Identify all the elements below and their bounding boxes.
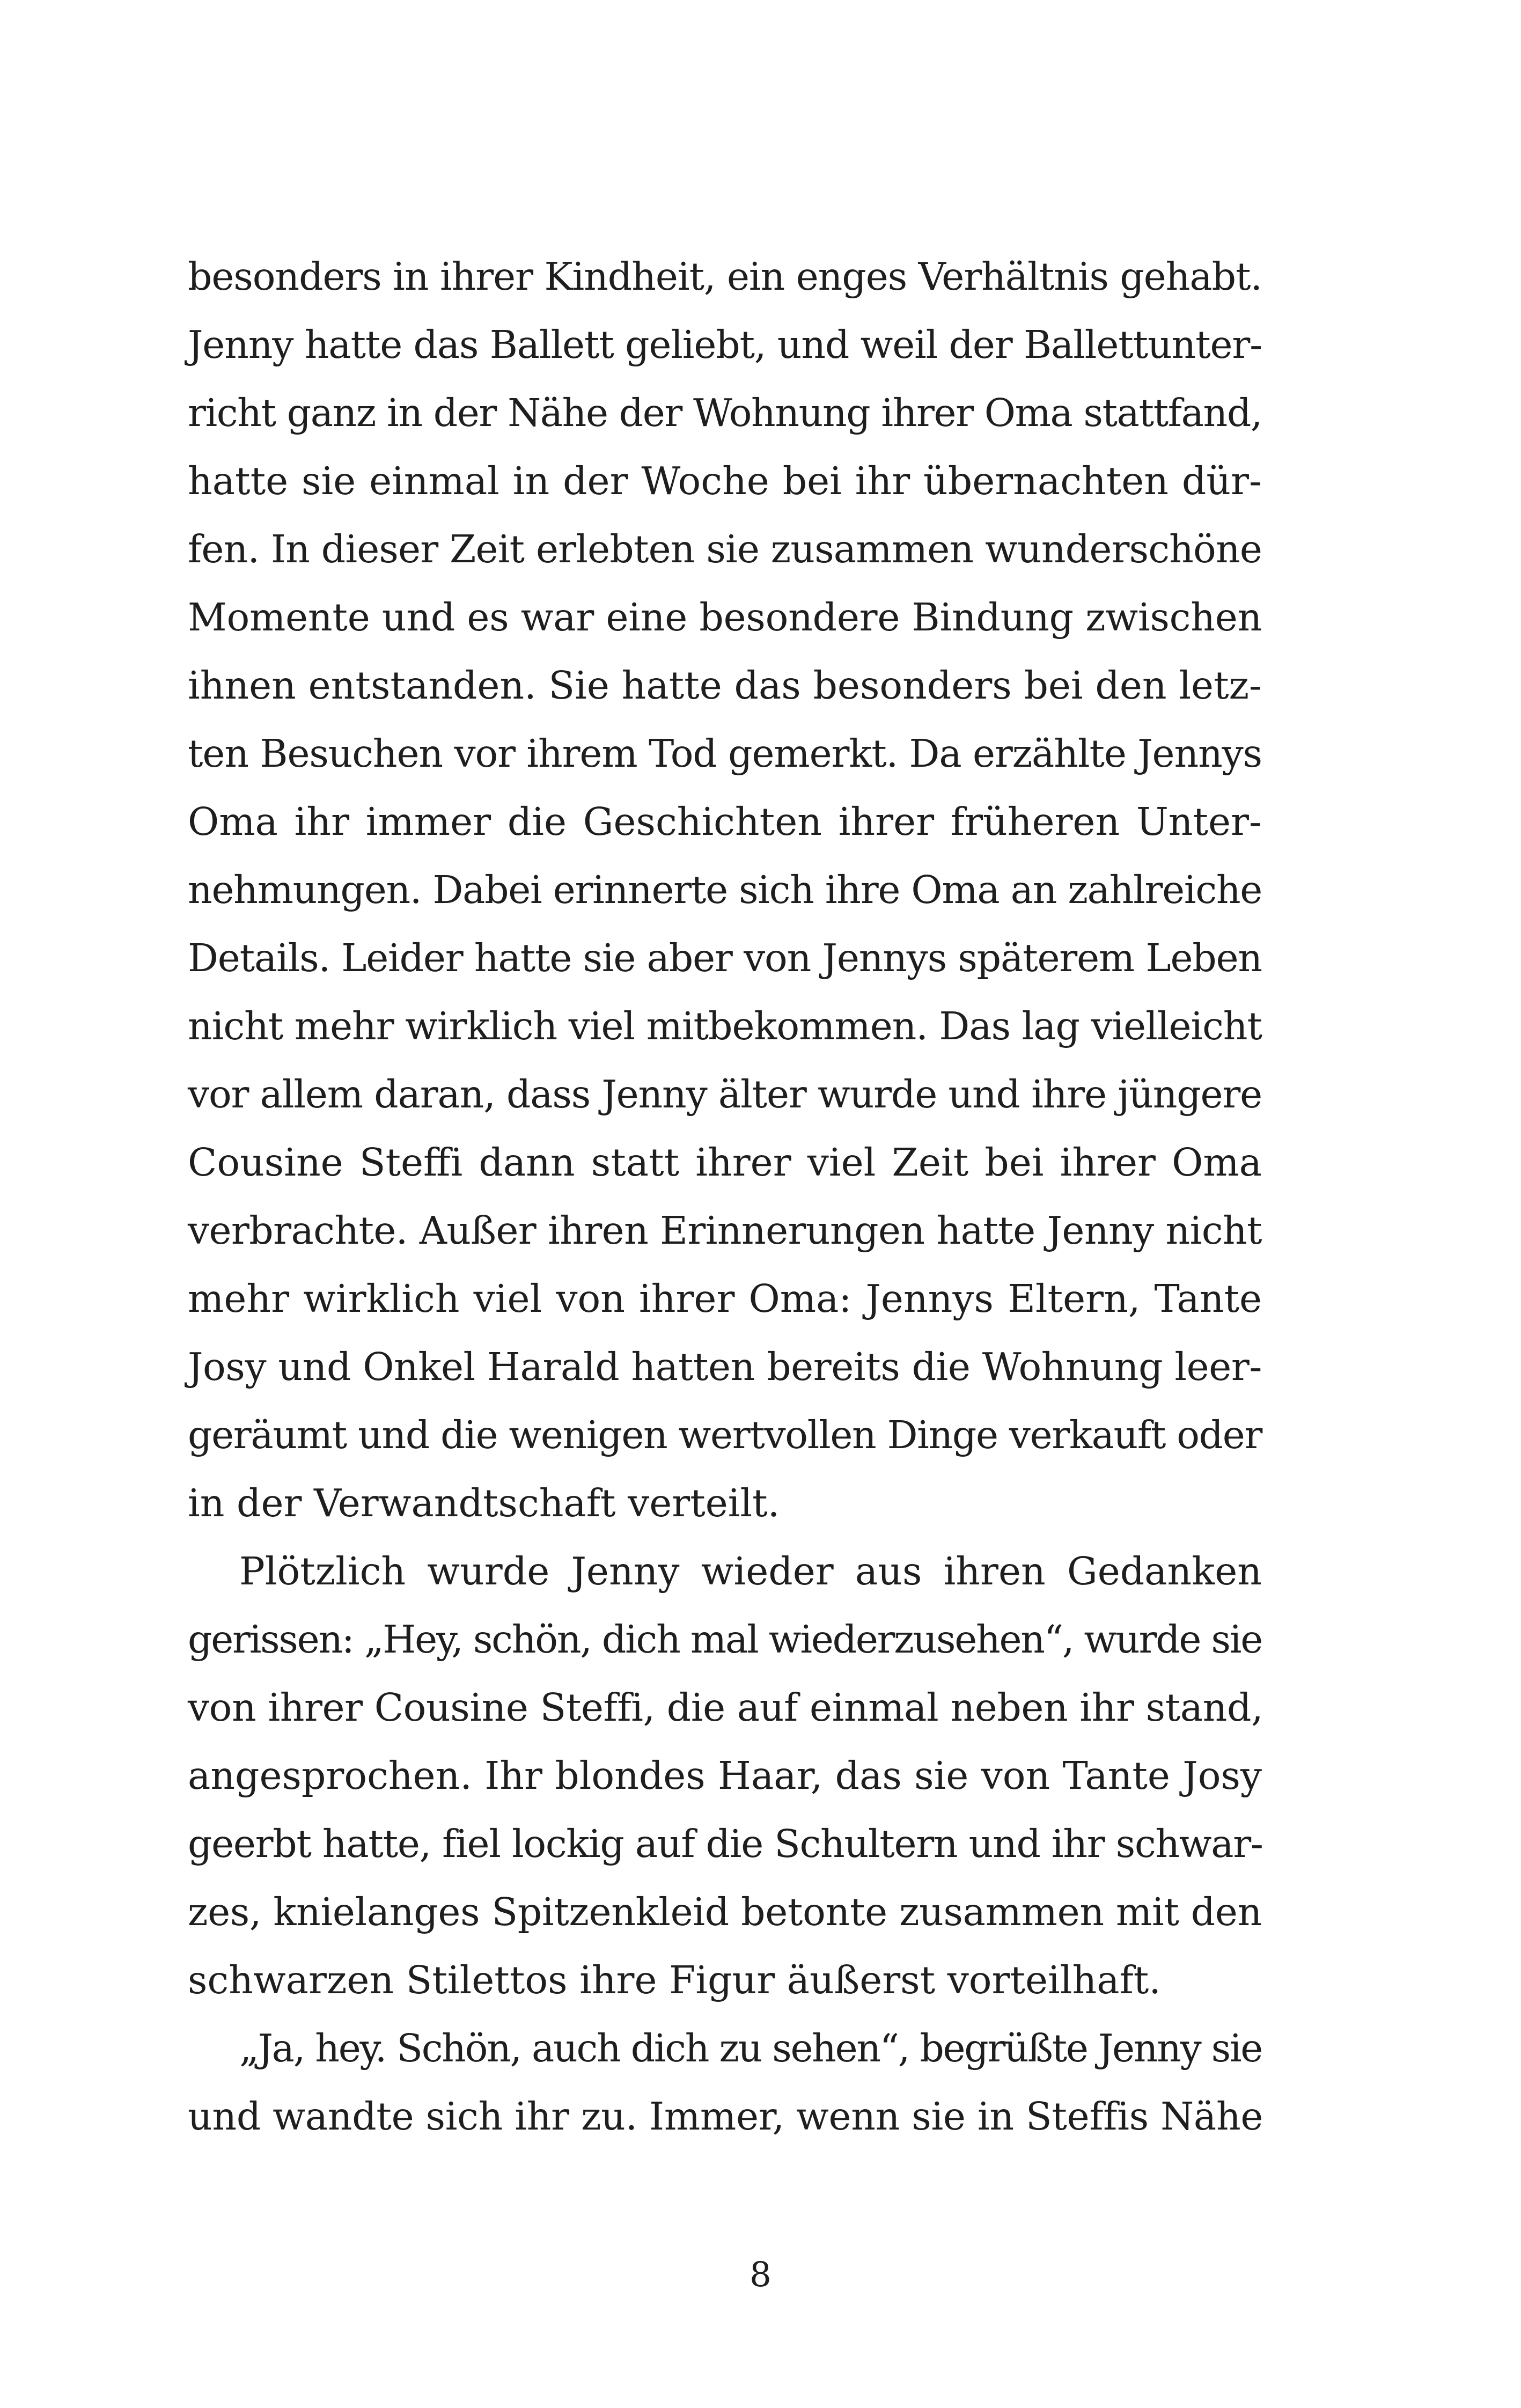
text-line: Details. Leider hatte sie aber von Jennys späterem Leben [188, 936, 1262, 980]
text-line: geerbt hatte, fiel lockig auf die Schultern und ihr schwar- [188, 1822, 1263, 1866]
text-line: Oma ihr immer die Geschichten ihrer früheren Unter- [188, 799, 1262, 844]
text-line: angesprochen. Ihr blondes Haar, das sie von Tante Josy [188, 1753, 1262, 1798]
text-line: Cousine Steffi dann statt ihrer viel Zeit bei ihrer Oma [188, 1140, 1262, 1185]
page-number: 8 [750, 2255, 771, 2295]
paragraph-end-line: in der Verwandtschaft verteilt. [188, 1481, 780, 1525]
text-line: vor allem daran, dass Jenny älter wurde und ihre jüngere [188, 1072, 1262, 1117]
text-line: besonders in ihrer Kindheit, ein enges Verhältnis gehabt. [188, 254, 1262, 299]
text-line: und wandte sich ihr zu. Immer, wenn sie in Steffis Nähe [188, 2094, 1263, 2139]
text-line: Jenny hatte das Ballett geliebt, und weil der Ballettunter- [188, 322, 1262, 367]
text-line: Josy und Onkel Harald hatten bereits die Wohnung leer- [188, 1345, 1262, 1389]
text-line: hatte sie einmal in der Woche bei ihr übernachten dür- [188, 459, 1262, 503]
text-line: Momente und es war eine besondere Bindung zwischen [188, 595, 1262, 640]
paragraph-start-line: „Ja, hey. Schön, auch dich zu sehen“, begrüßte Jenny sie [239, 2026, 1262, 2071]
text-line: gerissen: „Hey, schön, dich mal wiederzusehen“, wurde sie [188, 1617, 1262, 1662]
text-line: geräumt und die wenigen wertvollen Dinge verkauft oder [188, 1413, 1262, 1457]
text-line: nehmungen. Dabei erinnerte sich ihre Oma an zahlreiche [188, 868, 1262, 912]
text-line: ten Besuchen vor ihrem Tod gemerkt. Da erzählte Jennys [188, 731, 1262, 776]
paragraph-end-line: schwarzen Stilettos ihre Figur äußerst vorteilhaft. [188, 1958, 1161, 2002]
text-line: richt ganz in der Nähe der Wohnung ihrer Oma stattfand, [188, 391, 1262, 435]
text-line: zes, knielanges Spitzenkleid betonte zusammen mit den [188, 1890, 1262, 1934]
text-line: fen. In dieser Zeit erlebten sie zusammen wunderschöne [188, 527, 1262, 571]
text-line: ihnen entstanden. Sie hatte das besonders bei den letz- [188, 663, 1262, 708]
text-line: verbrachte. Außer ihren Erinnerungen hatte Jenny nicht [188, 1208, 1262, 1253]
body-text [188, 243, 1262, 2150]
text-line: von ihrer Cousine Steffi, die auf einmal neben ihr stand, [188, 1685, 1263, 1730]
paragraph-start-line: Plötzlich wurde Jenny wieder aus ihren Gedanken [239, 1549, 1262, 1594]
text-line: nicht mehr wirklich viel mitbekommen. Das lag vielleicht [188, 1004, 1262, 1048]
text-line: mehr wirklich viel von ihrer Oma: Jennys Eltern, Tante [188, 1276, 1262, 1321]
